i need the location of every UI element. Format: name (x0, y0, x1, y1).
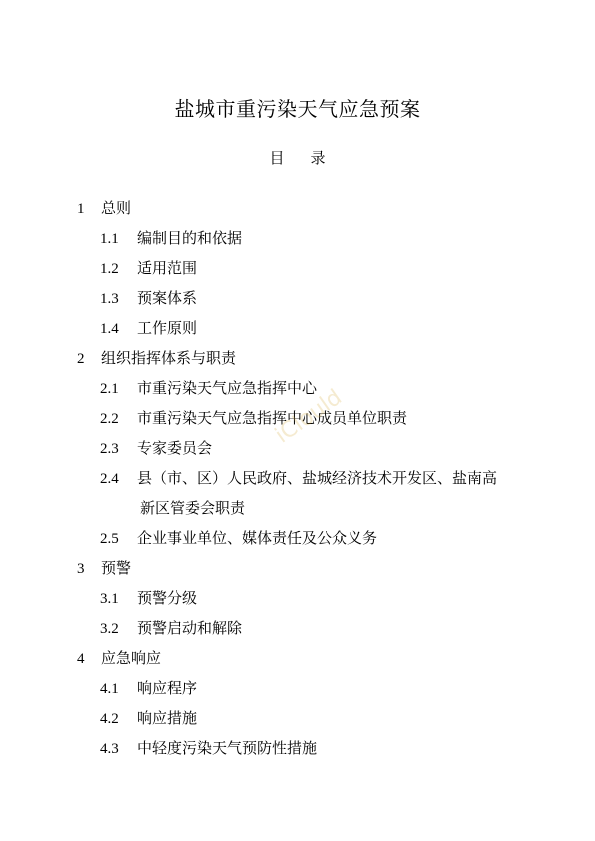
toc-entry-title: 市重污染天气应急指挥中心成员单位职责 (137, 409, 408, 427)
toc-entry-number: 4.1 (100, 681, 119, 697)
toc-entry (100, 618, 242, 639)
toc-entry (100, 738, 317, 759)
toc-entry-number: 2.2 (100, 411, 119, 427)
toc-entry-number: 1.4 (100, 321, 119, 337)
toc-entry-title: 组织指挥体系与职责 (101, 349, 237, 367)
toc-entry-title: 总则 (101, 199, 132, 217)
toc-entry-title: 预案体系 (137, 289, 198, 307)
watermark-logo (262, 380, 352, 450)
toc-entry-number: 3.1 (100, 591, 119, 607)
toc-entry (100, 678, 197, 699)
toc-entry-title: 预警启动和解除 (137, 619, 243, 637)
toc-entry-number: 3.2 (100, 621, 119, 637)
toc-entry (77, 348, 236, 369)
toc-entry-title: 响应程序 (137, 679, 198, 697)
toc-entry (77, 648, 161, 669)
toc-entry-title: 预警分级 (137, 589, 198, 607)
toc-entry-number: 2.5 (100, 531, 119, 547)
toc-entry-number: 1.2 (100, 261, 119, 277)
toc-entry (100, 258, 197, 279)
toc-entry-title: 预警 (101, 559, 132, 577)
toc-entry-title: 县（市、区）人民政府、盐城经济技术开发区、盐南高 (137, 469, 498, 487)
toc-entry-number: 3 (77, 561, 85, 577)
toc-entry-number: 2 (77, 351, 85, 367)
toc-entry-title: 新区管委会职责 (140, 499, 246, 517)
toc-entry-number: 1 (77, 201, 85, 217)
toc-heading-right: 录 (310, 149, 326, 167)
toc-entry-number: 1.3 (100, 291, 119, 307)
toc-entry (100, 318, 197, 339)
document-title: 盐城市重污染天气应急预案 (174, 97, 421, 121)
toc-entry-title: 应急响应 (101, 649, 162, 667)
toc-entry (100, 408, 407, 429)
toc-entry-title: 专家委员会 (137, 439, 213, 457)
toc-entry-title: 企业事业单位、媒体责任及公众义务 (137, 529, 378, 547)
toc-entry-number: 1.1 (100, 231, 119, 247)
watermark-text: iClould (270, 384, 347, 449)
toc-entry-number: 4 (77, 651, 85, 667)
toc-entry-title: 工作原则 (137, 319, 198, 337)
toc-entry (100, 438, 212, 459)
toc-entry (100, 288, 197, 309)
toc-heading-left: 目 (269, 149, 285, 167)
toc-entry-number: 4.2 (100, 711, 119, 727)
toc-heading (0, 147, 595, 169)
toc-entry (100, 468, 497, 489)
toc-entry (140, 498, 245, 518)
toc-entry (77, 558, 131, 579)
toc-entry (100, 228, 242, 249)
toc-entry-number: 2.4 (100, 471, 119, 487)
toc-entry (100, 588, 197, 609)
toc-entry-title: 中轻度污染天气预防性措施 (137, 739, 318, 757)
toc-entry-title: 响应措施 (137, 709, 198, 727)
toc-entry-title: 市重污染天气应急指挥中心 (137, 379, 318, 397)
toc-entry (77, 198, 131, 219)
toc-entry (100, 528, 377, 549)
toc-entry-number: 2.1 (100, 381, 119, 397)
toc-entry-title: 适用范围 (137, 259, 198, 277)
toc-entry-number: 4.3 (100, 741, 119, 757)
toc-entry-number: 2.3 (100, 441, 119, 457)
toc-entry-title: 编制目的和依据 (137, 229, 243, 247)
toc-entry (100, 708, 197, 729)
